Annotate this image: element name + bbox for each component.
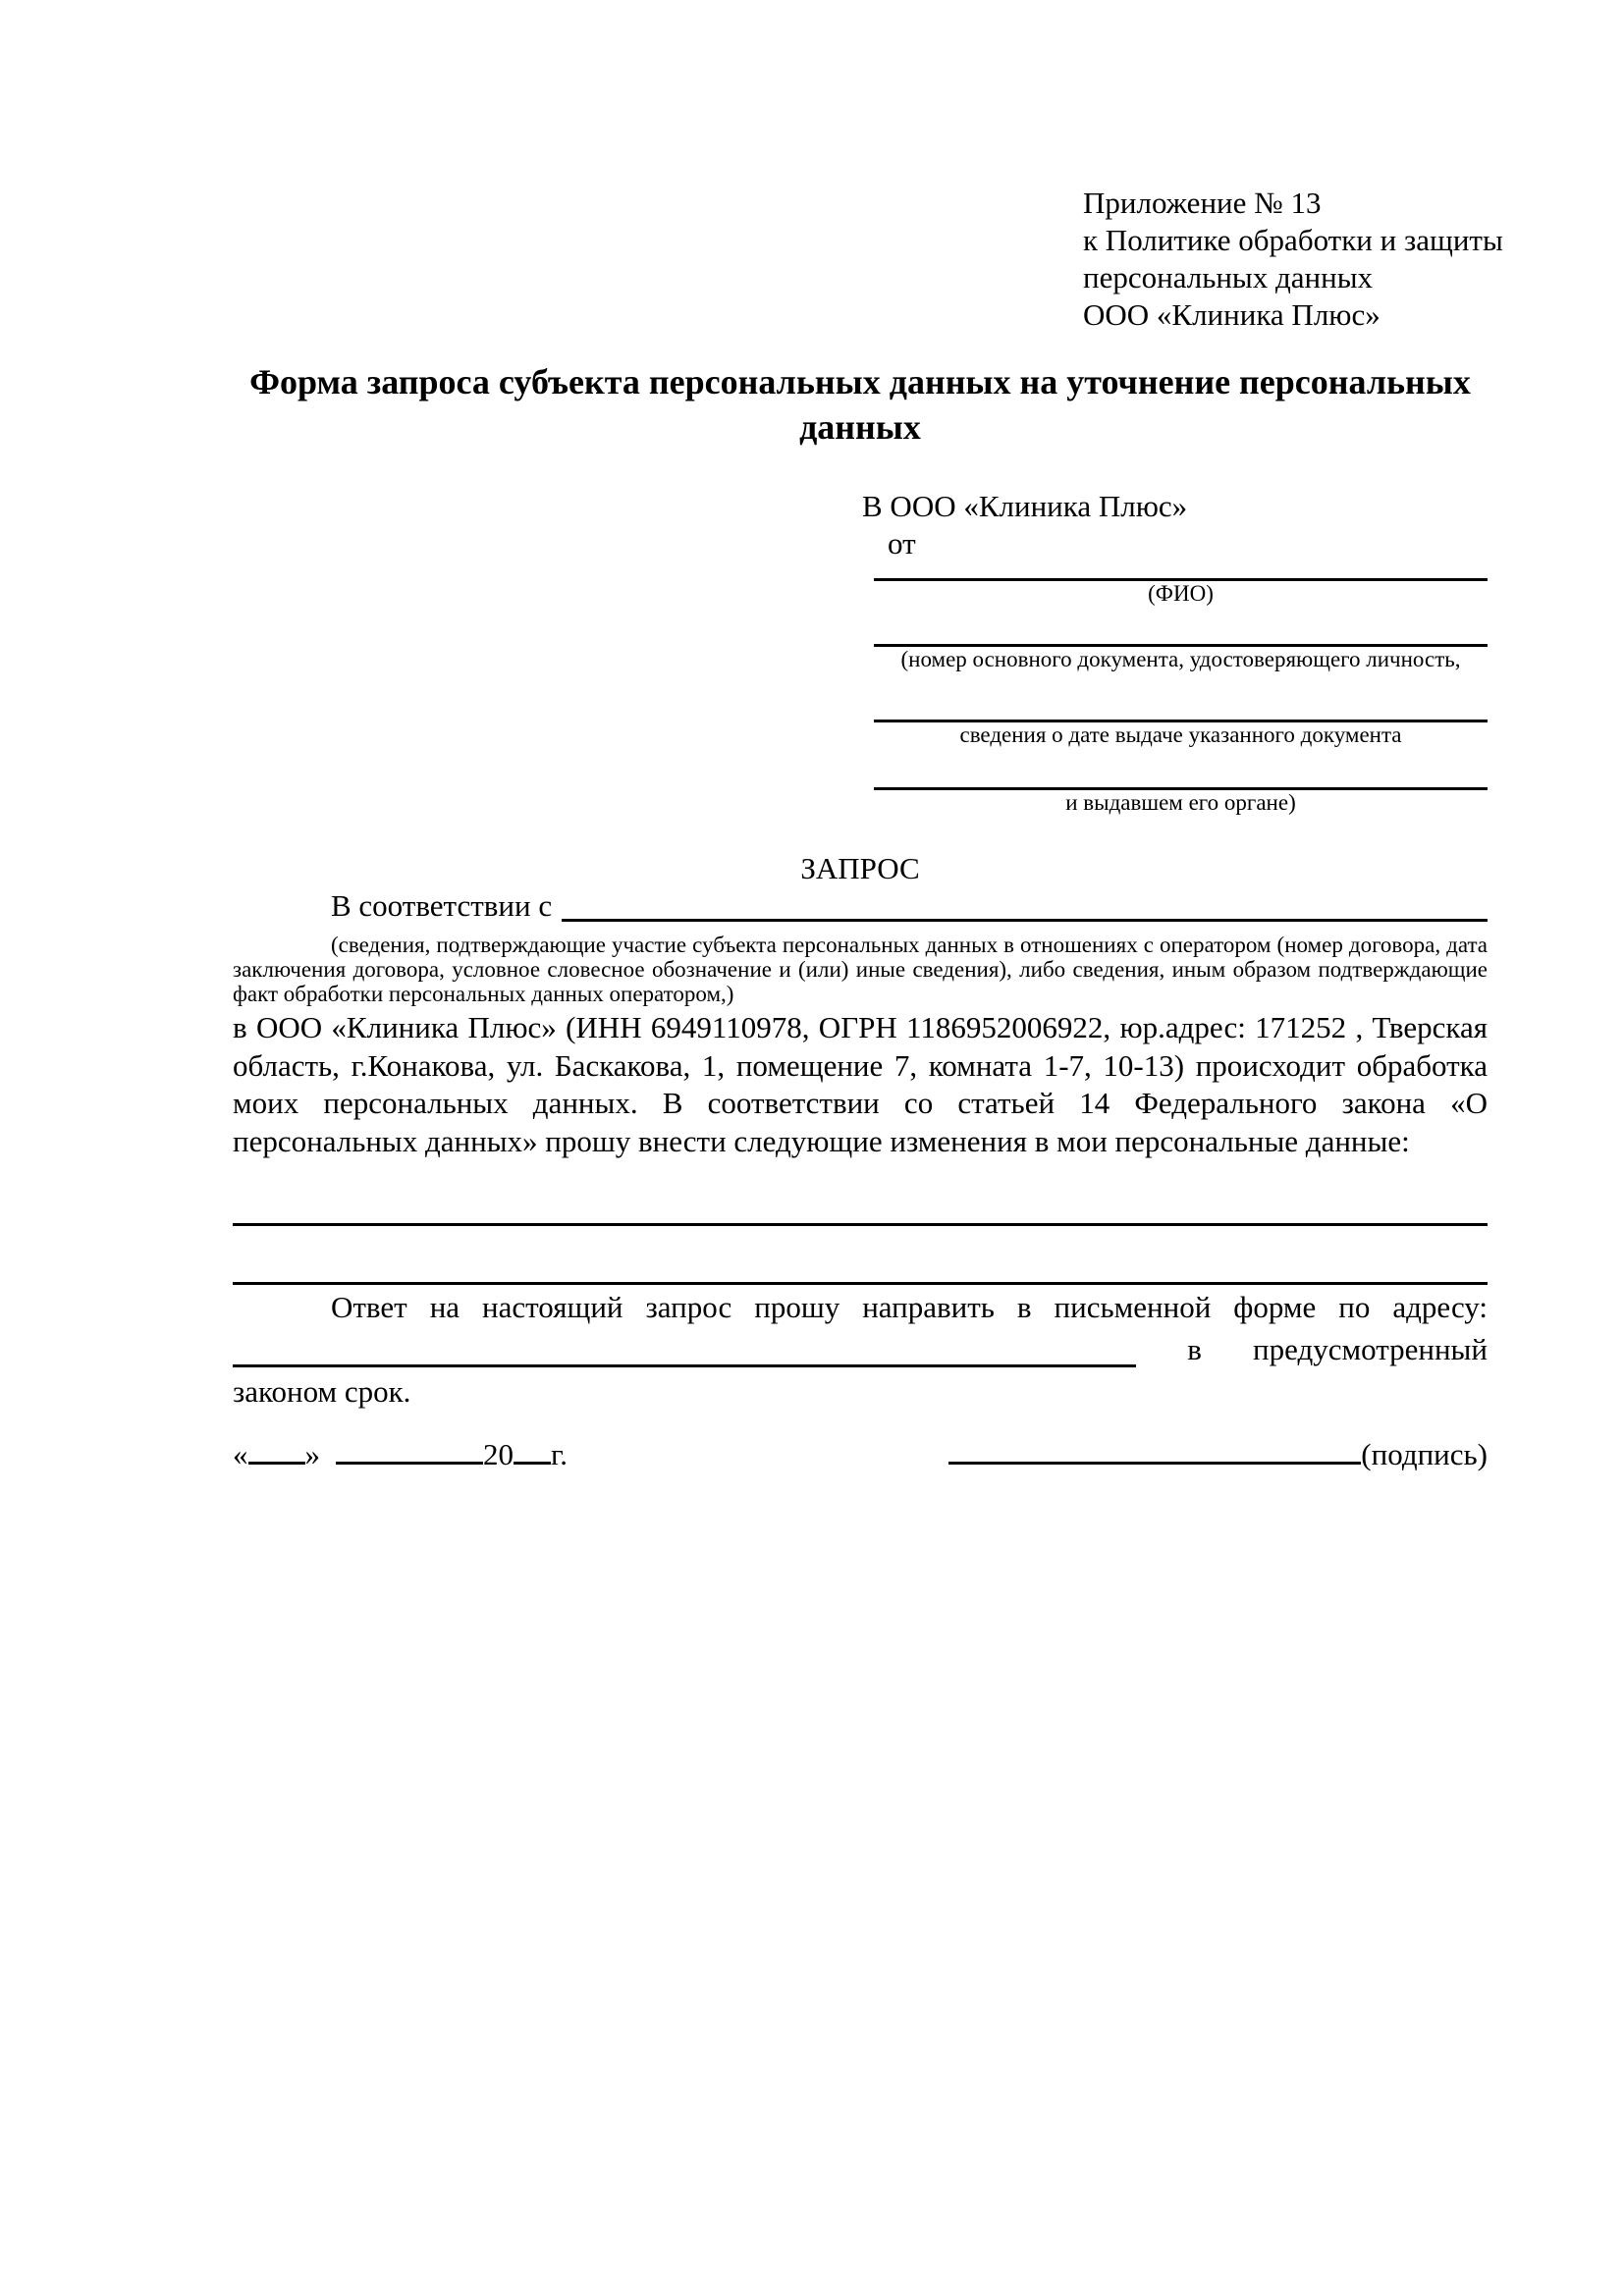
accordance-row — [233, 887, 1488, 925]
changes-blank-line-2 — [233, 1262, 1488, 1285]
fio-blank-group — [874, 562, 1488, 816]
form-title: Форма запроса субъекта персональных данных на уточнение персональных данных — [249, 362, 1471, 447]
month-blank-line — [336, 1460, 483, 1465]
appendix-line-1: Приложение № 13 — [1083, 186, 1322, 220]
address-blank-line — [233, 1328, 1136, 1367]
accordance-blank-line — [562, 887, 1488, 922]
document-number-caption: (номер основного документа, удостоверяющего личность, — [900, 647, 1461, 671]
answer-word-v: в — [1187, 1332, 1202, 1366]
addressee-block — [862, 488, 1488, 816]
appendix-header — [1083, 185, 1503, 334]
answer-paragraph — [233, 1286, 1488, 1413]
issuing-authority-blank-line — [874, 772, 1488, 790]
request-heading: ЗАПРОС — [800, 851, 920, 885]
issue-date-blank-line — [874, 704, 1488, 722]
answer-word-predusmotrennyj: предусмотренный — [1253, 1332, 1488, 1366]
date-quote-open: « — [233, 1437, 248, 1471]
year-suffix: г. — [551, 1437, 568, 1471]
request-body-paragraph: в ООО «Клиника Плюс» (ИНН 6949110978, ОГРН 1186952006922, юр.адрес: 171252 , Тверская область, г.Конакова, ул. Баскакова, 1, помещение 7, комната 1-7, 10-13) происходит обработка моих персональных данных. В соответствии со статьей 14 Федерального закона «О персональных данных» прошу внести следующие изменения в мои персональные данные: — [233, 1010, 1488, 1158]
date-quote-close: » — [304, 1437, 320, 1471]
answer-line-1: Ответ на настоящий запрос прошу направить в письменной форме по адресу: — [331, 1290, 1488, 1324]
addressee-to: В ООО «Клиника Плюс» — [862, 489, 1188, 523]
signature-field — [948, 1435, 1488, 1474]
date-field — [233, 1435, 568, 1474]
day-blank-line — [248, 1460, 305, 1465]
appendix-line-2: к Политике обработки и защиты — [1083, 223, 1503, 257]
answer-line-2 — [233, 1328, 1488, 1370]
year-prefix: 20 — [483, 1437, 514, 1471]
year-blank-line — [514, 1460, 551, 1465]
appendix-line-3: персональных данных — [1083, 260, 1374, 294]
fio-blank-line — [874, 562, 1488, 581]
signature-blank-line — [948, 1460, 1361, 1465]
issue-date-caption: сведения о дате выдаче указанного документа — [959, 722, 1402, 747]
appendix-line-4: ООО «Клиника Плюс» — [1083, 297, 1380, 332]
accordance-note: (сведения, подтверждающие участие субъекта персональных данных в отношениях с оператором (номер договора, дата заключения договора, условное словесное обозначение и (или) иные сведения), либо сведения, иным образом подтверждающие факт обработки персональных данных оператором,) — [233, 933, 1488, 1006]
signature-caption: (подпись) — [1361, 1437, 1488, 1471]
document-number-blank-line — [874, 628, 1488, 647]
fio-caption: (ФИО) — [1148, 581, 1214, 606]
date-signature-row — [233, 1435, 1488, 1474]
accordance-label: В соответствии с — [331, 888, 553, 923]
addressee-from-label: от — [888, 526, 916, 561]
issuing-authority-caption: и выдавшем его органе) — [1065, 790, 1296, 815]
changes-blank-line-1 — [233, 1203, 1488, 1226]
answer-line-3: законом срок. — [233, 1374, 411, 1409]
